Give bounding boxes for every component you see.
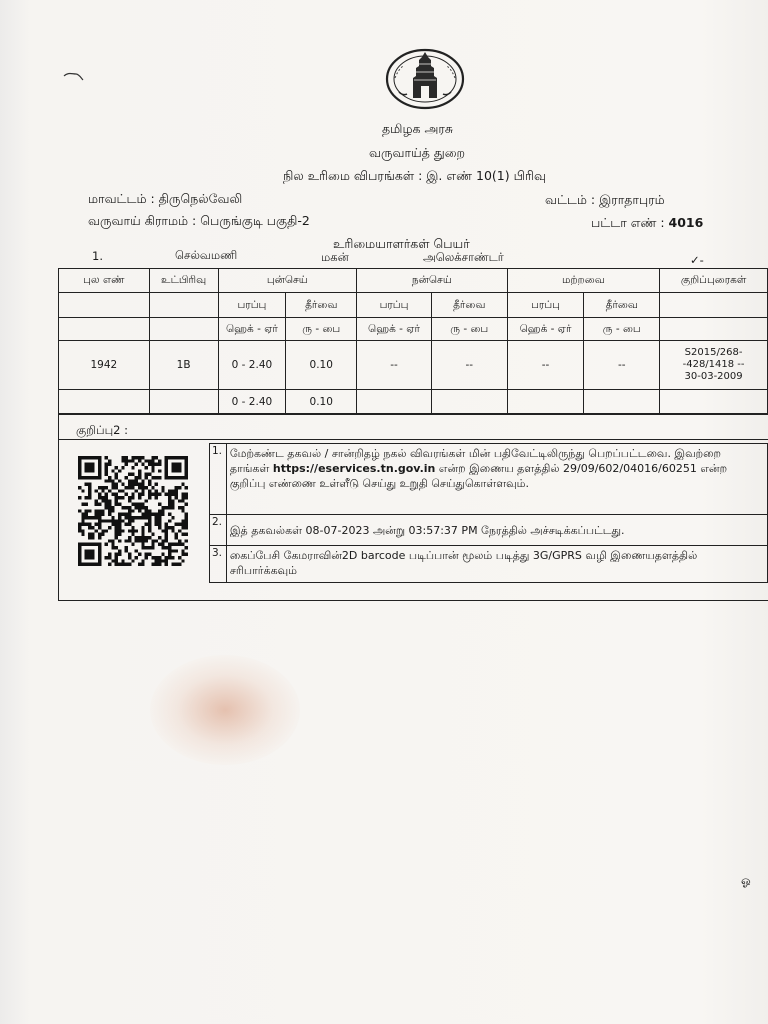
punsei-tax-header: தீர்வை xyxy=(286,293,357,318)
paper-stain xyxy=(150,655,300,765)
district-label: மாவட்டம் : திருநெல்வேலி xyxy=(88,191,243,206)
nansei-tax-header: தீர்வை xyxy=(431,293,507,318)
unit-tax: ரு - பை xyxy=(286,318,357,341)
remarks-line: -428/1418 -- xyxy=(682,359,745,370)
remarks-cell xyxy=(660,341,768,390)
note-text: கைப்பேசி கேமராவின்2D barcode படிப்பான் மூலம் படித்து 3G/GPRS வழி இணையதளத்தில் சரிபார்க்கவும் xyxy=(226,546,767,583)
note-number: 3. xyxy=(210,546,227,583)
owner-index: 1. xyxy=(92,249,103,263)
table-unit-row xyxy=(59,318,768,341)
total-punsei-area: 0 - 2.40 xyxy=(218,390,286,415)
survey-no-cell: 1942 xyxy=(59,341,150,390)
notes-heading: குறிப்பு2 : xyxy=(76,423,129,437)
patta-value: 4016 xyxy=(668,215,704,230)
notes-list xyxy=(209,443,768,583)
unit-tax: ரு - பை xyxy=(431,318,507,341)
land-details-table xyxy=(58,268,768,415)
pen-mark xyxy=(62,68,86,84)
col-others: மற்றவை xyxy=(507,269,660,293)
owner-father-name: அலெக்சாண்டர் xyxy=(423,250,504,264)
col-nansei: நன்செய் xyxy=(357,269,508,293)
nansei-area-header: பரப்பு xyxy=(357,293,432,318)
owners-heading: உரிமையாளர்கள் பெயர் xyxy=(333,236,470,251)
note-number: 1. xyxy=(210,444,227,515)
subdivision-cell: 1B xyxy=(149,341,218,390)
list-item xyxy=(210,546,768,583)
nansei-tax-cell: -- xyxy=(431,341,507,390)
note-number: 2. xyxy=(210,515,227,546)
government-name: தமிழக அரசு xyxy=(382,121,453,136)
village-label: வருவாய் கிராமம் : பெருங்குடி பகுதி-2 xyxy=(88,213,310,228)
col-subdivision: உட்பிரிவு xyxy=(149,269,218,293)
remarks-line: 30-03-2009 xyxy=(684,371,743,382)
notes-divider xyxy=(58,439,768,440)
col-survey-no: புல எண் xyxy=(59,269,150,293)
nansei-area-cell: -- xyxy=(357,341,432,390)
punsei-tax-cell: 0.10 xyxy=(286,341,357,390)
note-text: மேற்கண்ட தகவல் / சான்றிதழ் நகல் விவரங்கள் மின் பதிவேட்டிலிருந்து பெறப்பட்டவை. இவற்றை தாங்கள் https://eservices.tn.gov.in என்ற இணைய தளத்தில் 29/09/602/04016/60251 என்ற குறிப்பு எண்ணை உள்ளீடு செய்து உறுதி செய்துகொள்ளவும். xyxy=(226,444,767,515)
owner-relation: மகன் xyxy=(321,250,349,264)
document-title: நில உரிமை விபரங்கள் : இ. எண் 10(1) பிரிவு xyxy=(283,168,546,183)
list-item xyxy=(210,444,768,515)
total-punsei-tax: 0.10 xyxy=(286,390,357,415)
department-name: வருவாய்த் துறை xyxy=(369,145,466,160)
taluk-label: வட்டம் : இராதாபுரம் xyxy=(545,192,665,207)
table-total-row xyxy=(59,390,768,415)
table-row xyxy=(59,341,768,390)
unit-area: ஹெக் - ஏர் xyxy=(218,318,286,341)
page-mark: ஓ xyxy=(741,873,751,887)
note-text: இத் தகவல்கள் 08-07-2023 அன்று 03:57:37 PM நேரத்தில் அச்சடிக்கப்பட்டது. xyxy=(226,515,767,546)
government-emblem-icon xyxy=(385,48,465,110)
unit-area: ஹெக் - ஏர் xyxy=(507,318,584,341)
others-tax-header: தீர்வை xyxy=(584,293,660,318)
owner-name: செல்வமணி xyxy=(175,248,238,262)
qr-code-icon xyxy=(74,456,192,566)
col-punsei: புன்செய் xyxy=(218,269,357,293)
unit-tax: ரு - பை xyxy=(584,318,660,341)
col-remarks: குறிப்புரைகள் xyxy=(660,269,768,293)
list-item xyxy=(210,515,768,546)
check-mark: ✓- xyxy=(690,253,704,267)
punsei-area-header: பரப்பு xyxy=(218,293,286,318)
others-area-cell: -- xyxy=(507,341,584,390)
patta-number xyxy=(591,215,703,232)
remarks-line: S2015/268- xyxy=(684,347,743,358)
others-tax-cell: -- xyxy=(584,341,660,390)
unit-area: ஹெக் - ஏர் xyxy=(357,318,432,341)
table-subheader-row xyxy=(59,293,768,318)
punsei-area-cell: 0 - 2.40 xyxy=(218,341,286,390)
table-header-row xyxy=(59,269,768,293)
patta-label: பட்டா எண் : xyxy=(591,215,669,230)
others-area-header: பரப்பு xyxy=(507,293,584,318)
eservices-link[interactable]: https://eservices.tn.gov.in xyxy=(272,462,436,475)
